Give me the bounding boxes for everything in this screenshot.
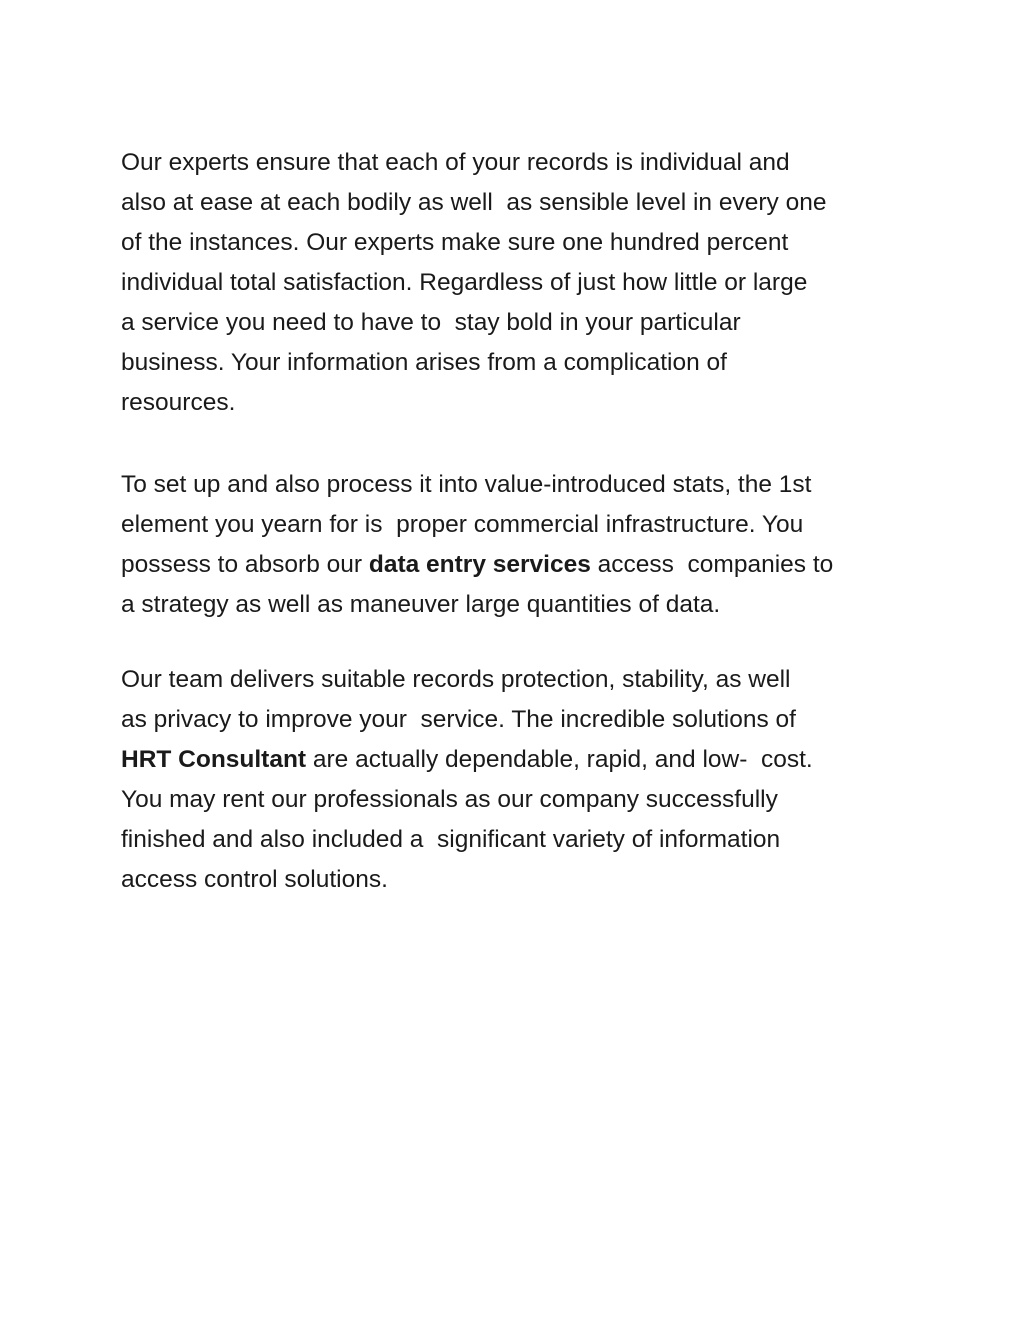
text-line	[121, 465, 921, 505]
paragraph-1	[121, 143, 921, 423]
text-run: also at ease at each bodily as well as sensible level in every one	[121, 189, 827, 216]
text-line	[121, 700, 921, 740]
link-hrt-consultant[interactable]: HRT Consultant	[121, 746, 307, 773]
text-run: To set up and also process it into value-introduced stats, the 1st	[121, 471, 812, 498]
text-run: resources.	[121, 389, 236, 416]
text-line	[121, 343, 921, 383]
paragraph-2	[121, 465, 921, 625]
text-line	[121, 383, 921, 423]
text-run: You may rent our professionals as our company successfully	[121, 786, 778, 813]
text-line	[121, 660, 921, 700]
text-run: Our team delivers suitable records protection, stability, as well	[121, 666, 791, 693]
text-run: finished and also included a significant variety of information	[121, 826, 781, 853]
text-line	[121, 820, 921, 860]
body-text	[121, 143, 921, 900]
text-run: access control solutions.	[121, 866, 388, 893]
text-line	[121, 183, 921, 223]
link-data-entry-services[interactable]: data entry services	[368, 551, 591, 578]
text-line	[121, 545, 921, 585]
paragraph-3	[121, 660, 921, 900]
text-run: as privacy to improve your service. The incredible solutions of	[121, 706, 796, 733]
text-run: access companies to	[590, 551, 834, 578]
text-line	[121, 505, 921, 545]
text-run: Our experts ensure that each of your records is individual and	[121, 149, 790, 176]
text-run: of the instances. Our experts make sure one hundred percent	[121, 229, 789, 256]
text-line	[121, 143, 921, 183]
text-run: are actually dependable, rapid, and low- cost.	[306, 746, 813, 773]
text-run: a service you need to have to stay bold in your particular	[121, 309, 741, 336]
text-run: business. Your information arises from a complication of	[121, 349, 727, 376]
text-line	[121, 585, 921, 625]
text-line	[121, 740, 921, 780]
text-line	[121, 780, 921, 820]
text-line	[121, 223, 921, 263]
text-run: a strategy as well as maneuver large quantities of data.	[121, 591, 721, 618]
text-line	[121, 263, 921, 303]
text-run: possess to absorb our	[121, 551, 369, 578]
text-line	[121, 303, 921, 343]
text-run: element you yearn for is proper commercial infrastructure. You	[121, 511, 804, 538]
text-line	[121, 860, 921, 900]
text-run: individual total satisfaction. Regardless of just how little or large	[121, 269, 808, 296]
